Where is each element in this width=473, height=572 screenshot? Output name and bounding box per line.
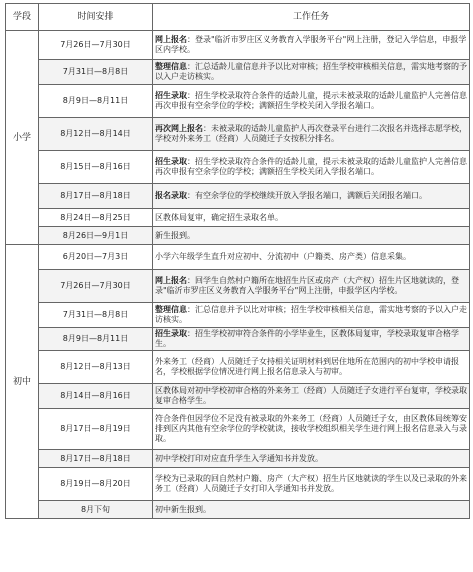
time-cell: 8月26日—9月1日	[39, 227, 153, 245]
task-heading: 网上报名	[155, 35, 187, 44]
task-text: ：汇总信息并予以比对审核；招生学校审核相关信息，需实地考察的予以入户走访核实。	[155, 305, 467, 324]
header-task: 工作任务	[153, 4, 470, 31]
task-text: 区教体局复审，确定招生录取名单。	[155, 212, 283, 222]
task-cell	[153, 245, 470, 270]
table-row	[6, 151, 470, 184]
task-heading: 再次网上报名	[155, 124, 203, 133]
task-text: 初中新生报到。	[155, 504, 211, 514]
header-time: 时间安排	[39, 4, 153, 31]
table-row	[6, 85, 470, 118]
task-text: 学校为已录取的回自然村户籍、房产（大产权）招生片区地就读的学生以及已录取的外来务工（经商）人员随迁子女打印入学通知书并发放。	[155, 474, 467, 493]
task-text: ：招生学校初审符合条件的小学毕业生，区教体局复审，学校录取复审合格学生。	[155, 329, 459, 348]
schedule-table	[5, 3, 470, 519]
task-text: 小学六年级学生直升对应初中、分流初中（户籍类、房产类）信息采集。	[155, 252, 411, 261]
table-row	[6, 328, 470, 351]
task-cell	[153, 270, 470, 303]
task-heading: 整理信息	[155, 62, 187, 71]
time-cell: 7月26日—7月30日	[39, 270, 153, 303]
task-text: ：回学生自然村户籍所在地招生片区或房产（大产权）招生片区地就读的，登录"临沂市罗庄区义务教育入学服务平台"网上注册，申报学区内学校。	[155, 276, 459, 295]
time-cell: 8月12日—8月14日	[39, 118, 153, 151]
task-heading: 招生录取	[155, 329, 187, 338]
table-row	[6, 501, 470, 519]
time-cell: 8月下旬	[39, 501, 153, 519]
task-cell	[153, 227, 470, 245]
table-row	[6, 184, 470, 209]
time-cell: 8月9日—8月11日	[39, 85, 153, 118]
task-text: ：登录"临沂市罗庄区义务教育入学服务平台"网上注册，登记入学信息，申报学区内学校。	[155, 35, 467, 54]
time-cell: 8月17日—8月18日	[39, 450, 153, 468]
task-cell	[153, 351, 470, 384]
task-cell	[153, 328, 470, 351]
table-row	[6, 245, 470, 270]
enrollment-schedule	[5, 3, 469, 519]
task-text: ：招生学校录取符合条件的适龄儿童，提示未被录取的适龄儿童监护人完善信息再次申报有空余学位的学校；满额招生学校关闭入学报名端口。	[155, 157, 467, 176]
time-cell: 8月15日—8月16日	[39, 151, 153, 184]
task-text: ：招生学校录取符合条件的适龄儿童，提示未被录取的适龄儿童监护人完善信息再次申报有空余学位的学校；满额招生学校关闭入学报名端口。	[155, 91, 467, 110]
time-cell: 7月31日—8月8日	[39, 303, 153, 328]
table-row	[6, 351, 470, 384]
task-cell	[153, 31, 470, 60]
task-text: 新生报到。	[155, 230, 195, 240]
task-cell	[153, 450, 470, 468]
task-cell	[153, 184, 470, 209]
task-heading: 网上报名	[155, 276, 187, 285]
task-text: 区教体局对初中学校初审合格的外来务工（经商）人员随迁子女进行平台复审，学校录取复审合格学生。	[155, 386, 467, 405]
time-cell: 8月19日—8月20日	[39, 468, 153, 501]
task-cell	[153, 409, 470, 450]
time-cell: 8月14日—8月16日	[39, 384, 153, 409]
task-text: 初中学校打印对应直升学生入学通知书并发放。	[155, 453, 323, 463]
task-cell	[153, 468, 470, 501]
task-text: 符合条件但因学位不足没有被录取的外来务工（经商）人员随迁子女，由区教体局统筹安排到区内其他有空余学位的学校就读，接收学校组织相关学生进行网上报名信息录入与录取。	[155, 414, 467, 443]
task-cell	[153, 60, 470, 85]
task-cell	[153, 151, 470, 184]
task-heading: 报名录取	[155, 191, 187, 200]
table-row	[6, 450, 470, 468]
table-row	[6, 227, 470, 245]
table-row	[6, 409, 470, 450]
task-text: ：汇总适龄儿童信息并予以比对审核；招生学校审核相关信息，需实地考察的予以入户走访核实。	[155, 62, 467, 81]
task-text: 外来务工（经商）人员随迁子女持相关证明材料到居住地所在范围内的初中学校申请报名，学校根据学位情况进行网上报名信息录入与初审。	[155, 357, 459, 376]
task-cell	[153, 501, 470, 519]
time-cell: 8月24日—8月25日	[39, 209, 153, 227]
time-cell: 8月12日—8月13日	[39, 351, 153, 384]
table-row	[6, 303, 470, 328]
stage-middle: 初中	[6, 245, 39, 519]
time-cell: 7月26日—7月30日	[39, 31, 153, 60]
task-text: ：未被录取的适龄儿童监护人再次登录平台进行二次报名并选择志愿学校，学校对外来务工（经商）人员随迁子女按积分排名。	[155, 124, 467, 143]
header-row	[6, 4, 470, 31]
task-heading: 整理信息	[155, 305, 187, 314]
task-heading: 招生录取	[155, 91, 187, 100]
header-stage: 学段	[6, 4, 39, 31]
table-row	[6, 384, 470, 409]
stage-primary: 小学	[6, 31, 39, 245]
table-row	[6, 468, 470, 501]
table-row	[6, 31, 470, 60]
table-row	[6, 60, 470, 85]
time-cell: 6月20日—7月3日	[39, 245, 153, 270]
task-cell	[153, 303, 470, 328]
time-cell: 8月9日—8月11日	[39, 328, 153, 351]
time-cell: 8月17日—8月18日	[39, 184, 153, 209]
table-row	[6, 118, 470, 151]
time-cell: 7月31日—8月8日	[39, 60, 153, 85]
task-cell	[153, 209, 470, 227]
task-cell	[153, 384, 470, 409]
task-text: ：有空余学位的学校继续开放入学报名端口，满额后关闭报名端口。	[187, 191, 427, 200]
task-heading: 招生录取	[155, 157, 187, 166]
table-row	[6, 270, 470, 303]
task-cell	[153, 118, 470, 151]
table-row	[6, 209, 470, 227]
task-cell	[153, 85, 470, 118]
time-cell: 8月17日—8月19日	[39, 409, 153, 450]
